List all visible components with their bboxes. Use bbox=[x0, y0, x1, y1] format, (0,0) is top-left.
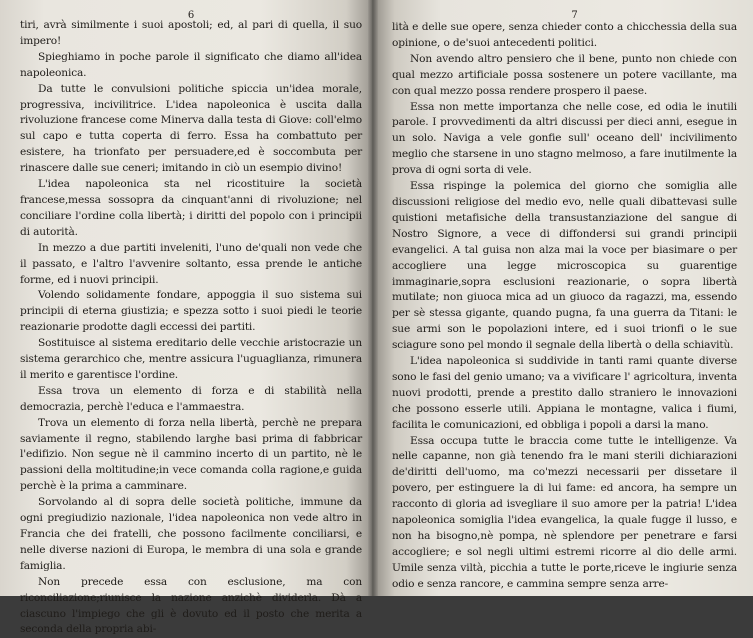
paragraph: L'idea napoleonica si suddivide in tanti rami quante diverse sono le fasi del genio umano; va a vivificare l' agricoltura, inventa nuovi prodotti, prende a prestito dallo straniero le innovazioni che possono esserle utili. Appiana le montagne, valica i fiumi, facilita le comunicazioni, ed obbliga i popoli a darsi la mano. bbox=[392, 355, 737, 431]
paragraph: Sostituisce al sistema ereditario delle vecchie aristocrazie un sistema gerarchico che, mentre assicura l'uguaglianza, rimunera il merito e garentisce l'ordine. bbox=[20, 337, 362, 381]
paragraph: In mezzo a due partiti inveleniti, l'uno de'quali non vede che il passato, e l'altro l'avvenire soltanto, essa prende le antiche forme, ed i nuovi principii. bbox=[20, 241, 362, 286]
paragraph: Sorvolando al di sopra delle società politiche, immune da ogni pregiudizio nazionale, l'idea napoleonica non vede altro in Francia che dei fratelli, che possono facilmente conciliarsi, e nelle diverse nazioni di Europa, le membra di una sola e grande famiglia. bbox=[20, 496, 362, 572]
page-number: 6 bbox=[187, 10, 195, 21]
right-page bbox=[372, 0, 753, 596]
paragraph: L'idea napoleonica sta nel ricostituire la società francese,messa sossopra da cinquant'anni di rivoluzione; nel conciliare l'ordine colla libertà; i diritti del popolo con i principii di autorità. bbox=[20, 178, 362, 238]
paragraph: tiri, avrà similmente i suoi apostoli; ed, al pari di quella, il suo impero! bbox=[20, 19, 362, 47]
paragraph: Non precede essa con esclusione, ma con riconciliazione;riunisce la nazione anzichè dividerla. Dà a ciascuno l'impiego che gli è dovuto ed il posto che merita a seconda della propria abi- bbox=[20, 575, 362, 636]
paragraph: lità e delle sue opere, senza chieder conto a chicchessia della sua opinione, o de'suoi antecedenti politici. bbox=[392, 21, 737, 49]
page-text bbox=[392, 20, 737, 593]
page-text bbox=[20, 18, 362, 638]
paragraph: Essa occupa tutte le braccia come tutte le intelligenze. Va nelle capanne, non già tenendo fra le mani sterili dichiarazioni de'diritti dell'uomo, ma co'mezzi necessarii per dissetare il povero, per estinguere la di lui fame: ed ancora, ha sempre un racconto di gloria ad isvegliare il suo amore per la patria! L'idea napoleonica somiglia l'idea evangelica, la quale fugge il lusso, e non ha bisogno,nè pompa, nè splendore per penetrare e farsi accogliere; e sol negli ultimi estremi ricorre al dio delle armi. Umile senza viltà, picchia a tutte le porte,riceve le ingiurie senza odio e senza rancore, e cammina sempre senza arre- bbox=[392, 434, 737, 590]
paragraph: Da tutte le convulsioni politiche spiccia un'idea morale, progressiva, incivilitrice. L'idea napoleonica è uscita dalla rivoluzione francese come Minerva dalla testa di Giove: coll'elmo sul capo e tutta coperta di ferro. Essa ha combattuto per esistere, ha trionfato per persuadere,ed è soccombuta per rinascere dalle sue ceneri; imitando in ciò un esempio divino! bbox=[20, 82, 362, 175]
left-page bbox=[0, 0, 372, 636]
paragraph: Volendo solidamente fondare, appoggia il suo sistema sui principii di eterna giustizia; e spezza sotto i suoi piedi le teorie reazionarie prodotte dagli eccessi dei partiti. bbox=[20, 289, 362, 334]
paragraph: Spieghiamo in poche parole il significato che diamo all'idea napoleonica. bbox=[20, 50, 362, 79]
page-number: 7 bbox=[571, 10, 578, 21]
paragraph: Non avendo altro pensiero che il bene, punto non chiede con qual mezzo artificiale possa sostenere un potere vacillante, ma con qual mezzo possa rendere prospero il paese. bbox=[392, 52, 737, 97]
paragraph: Essa non mette importanza che nelle cose, ed odia le inutili parole. I provvedimenti da altri discussi per dieci anni, esegue in un solo. Naviga a vele gonfie sull' oceano dell' incivilimento meglio che starsene in uno stagno melmoso, a fare inutilmente la prova di ogni sorta di vele. bbox=[392, 100, 737, 177]
paragraph: Essa rispinge la polemica del giorno che somiglia alle discussioni religiose del medio evo, nelle quali dibattevasi sulle quistioni metafisiche della transustanziazione del sangue di Nostro Signore, a vece di diffondersi sui grandi principii evangelici. A tal guisa non alza mai la voce per biasimare o per accogliere una legge microscopica su guarentige immaginarie,sopra esclusioni reazionarie, o sopra libertà mutilate; non giuoca mica ad un giuoco da ragazzi, ma, essendo per sè stessa gigante, quando pugna, fa una guerra da Titani: le sue armi son le popolazioni intere, ed i suoi trionfi o le sue sciagure sono pel mondo il segnale della libertà o della schiavitù. bbox=[392, 180, 737, 352]
paragraph: Essa trova un elemento di forza e di stabilità nella democrazia, perchè l'educa e l'ammaestra. bbox=[20, 384, 362, 413]
paragraph: Trova un elemento di forza nella libertà, perchè ne prepara saviamente il regno, stabilendo larghe basi prima di fabbricar l'edifizio. Non segue nè il cammino incerto di un partito, nè le passioni della moltitudine;in vece comanda colla ragione,e guida perchè è la prima a camminare. bbox=[20, 416, 362, 493]
